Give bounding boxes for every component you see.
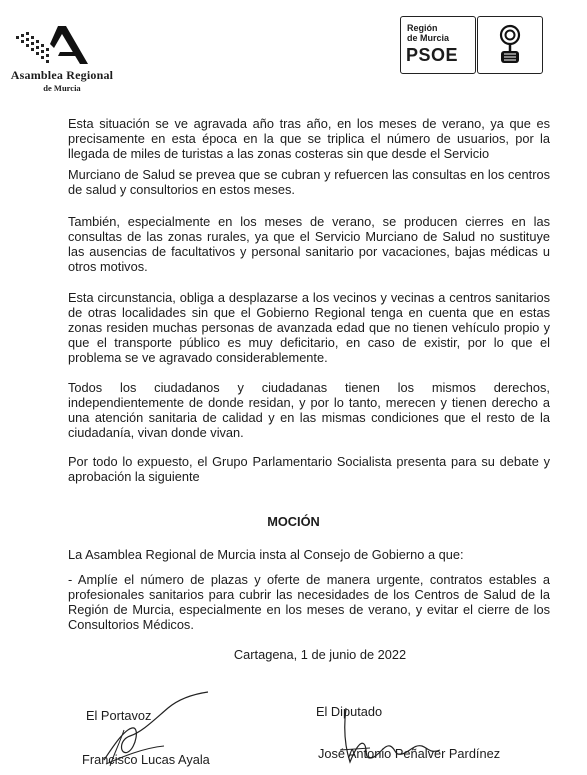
paragraph-1: Esta situación se ve agravada año tras año, en los meses de verano, ya que es precisamente en esta época en la que se triplica el número de usuarios, por la llegada de miles de turistas a las zonas costeras sin que desde el Servicio <box>68 116 550 161</box>
signature-right-name: José Antonio Peñalver Pardínez <box>318 746 501 761</box>
asamblea-emblem-icon <box>14 22 94 66</box>
psoe-region-label: Región <box>407 23 438 33</box>
asamblea-regional-logo <box>0 22 130 97</box>
motion-item: - Amplíe el número de plazas y oferte de manera urgente, contratos estables a profesionales sanitarios para cubrir las necesidades de los Centros de Salud de la Región de Murcia, especialmente en los meses de verano, y evitar el cierre de los Consultorios Médicos. <box>68 572 550 632</box>
logo-subname: de Murcia <box>43 83 81 93</box>
psoe-region-sublabel: de Murcia <box>407 33 450 43</box>
motion-intro: La Asamblea Regional de Murcia insta al Consejo de Gobierno a que: <box>68 547 464 562</box>
psoe-logo <box>400 16 476 74</box>
psoe-rose-fist-icon <box>492 23 528 67</box>
paragraph-3: También, especialmente en los meses de verano, se producen cierres en las consultas de las zonas rurales, ya que el Servicio Murciano de Salud no sustituye las ausencias de facultativos y personal sanitario por vacaciones, bajas médicas u otros motivos. <box>68 214 550 274</box>
motion-title: MOCIÓN <box>267 514 320 529</box>
logo-name: Asamblea Regional <box>10 68 114 82</box>
paragraph-6: Por todo lo expuesto, el Grupo Parlamentario Socialista presenta para su debate y aprobación la siguiente <box>68 454 550 484</box>
signature-right-role: El Diputado <box>316 704 383 719</box>
psoe-wordmark: PSOE <box>406 45 459 65</box>
paragraph-2: Murciano de Salud se prevea que se cubran y refuercen las consultas en los centros de salud y consultorios en estos meses. <box>68 167 550 197</box>
signature-left-name: Francisco Lucas Ayala <box>82 752 210 767</box>
paragraph-5: Todos los ciudadanos y ciudadanas tienen los mismos derechos, independientemente de donde residan, y por lo tanto, merecen y tienen derecho a una atención sanitaria de calidad y en las mismas condiciones que el resto de la ciudadanía, vivan donde vivan. <box>68 380 550 440</box>
date-line: Cartagena, 1 de junio de 2022 <box>233 647 407 662</box>
psoe-emblem <box>477 16 543 74</box>
signature-left-role: El Portavoz <box>86 708 152 723</box>
paragraph-4: Esta circunstancia, obliga a desplazarse a los vecinos y vecinas a centros sanitarios de otras localidades sin que el Gobierno Regional tenga en cuenta que en estas zonas residen muchas personas de avanzada edad que no tienen vehículo propio y que el transporte público es muy deficitario, en caso de existir, por lo que el problema se ve agravado considerablemente. <box>68 290 550 365</box>
